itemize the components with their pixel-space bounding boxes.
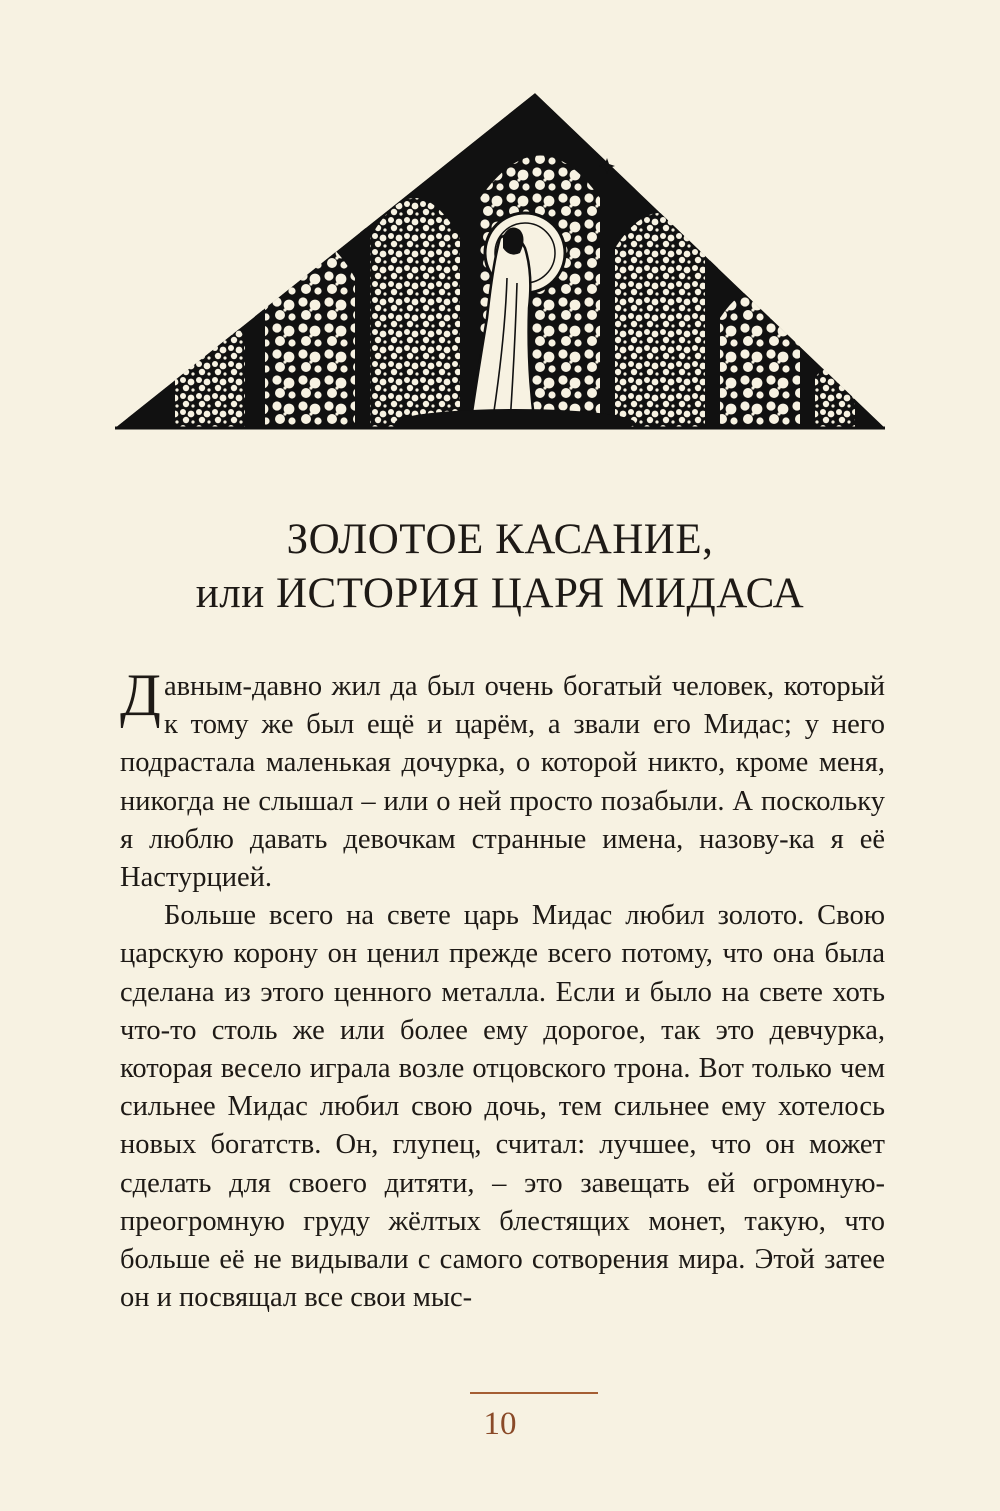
paragraph-2: Больше всего на свете царь Мидас любил золото. Свою царскую корону он ценил прежде всего потому, что она была сделана из этого ценного металла. Если и было на свете хоть что-то столь же или более ему дорогое, так это девчурка, которая весело играла возле отцовского трона. Вот только чем сильнее Мидас любил свою дочь, тем сильнее ему хотелось новых богатств. Он, глупец, считал: лучшее, что он может сделать для своего дитяти, – это завещать ей огромную-преогромную груду жёлтых блестящих монет, такую, что больше её не видывали с самого сотворения мира. Этой затее он и посвящал все свои мыс- [120, 900, 885, 1314]
chapter-body [120, 662, 885, 1317]
footer-rule [470, 1392, 598, 1394]
page-number: 10 [483, 1406, 517, 1442]
triangular-stained-glass-illustration-icon [115, 88, 885, 438]
chapter-title-line-2: или ИСТОРИЯ ЦАРЯ МИДАСА [195, 570, 805, 617]
chapter-title [0, 513, 1000, 621]
chapter-title-line-1: ЗОЛОТОЕ КАСАНИЕ, [286, 516, 714, 563]
paragraph-1-text: авным-давно жил да был очень богатый человек, который к тому же был ещё и царём, а звали его Мидас; у него подрастала маленькая дочурка, о которой никто, кроме меня, никогда не слышал – или о ней просто позабыли. А поскольку я люблю давать девочкам странные имена, назову-ка я её Настурцией. [120, 671, 885, 894]
drop-cap: Д [120, 662, 161, 728]
paragraph-1 [120, 662, 885, 897]
